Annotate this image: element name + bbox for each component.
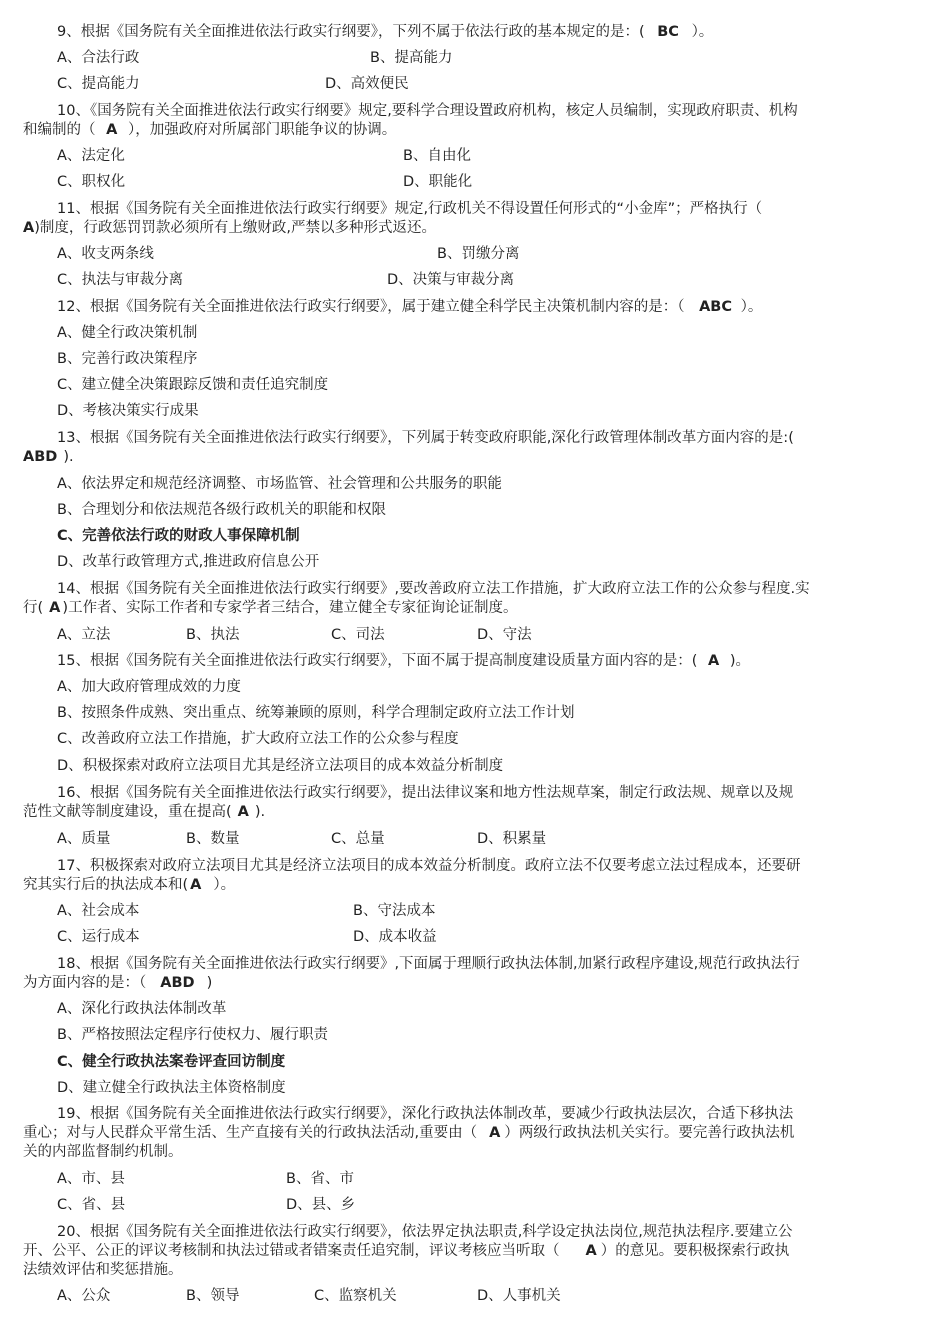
option-d: D、县、乡 [286,1197,356,1213]
option-b: B、守法成本 [353,903,436,919]
question-19-stem-cont: 关的内部监督制约机制。 [23,1144,183,1160]
option-b: B、合理划分和依法规范各级行政机关的职能和权限 [57,502,386,518]
option-a: A、市、县 [57,1171,125,1187]
option-a: A、质量 [57,831,111,847]
option-d: D、改革行政管理方式,推进政府信息公开 [57,554,320,570]
question-14-stem: 14、根据《国务院有关全面推进依法行政实行纲要》,要改善政府立法工作措施，扩大政府立法工作的公众参与程度.实 [57,581,810,597]
question-18-stem-cont [23,973,212,993]
option-a: A、社会成本 [57,903,140,919]
option-b: B、按照条件成熟、突出重点、统筹兼顾的原则，科学合理制定政府立法工作计划 [57,705,575,721]
answer: ABD [160,975,195,991]
option-b: B、数量 [186,831,240,847]
question-11-stem-cont [23,218,436,238]
option-c: C、职权化 [57,174,126,190]
question-9-stem [57,22,713,42]
question-text: )。 [729,653,750,669]
question-12-stem [57,297,762,317]
question-19-stem-cont [23,1123,794,1143]
question-16-stem-cont [23,802,265,822]
question-13-stem: 13、根据《国务院有关全面推进依法行政实行纲要》，下列属于转变政府职能,深化行政管理体制改革方面内容的是:( [57,430,794,446]
option-a: A、深化行政执法体制改革 [57,1001,227,1017]
question-11-stem: 11、根据《国务院有关全面推进依法行政实行纲要》规定,行政机关不得设置任何形式的“小金库”；严格执行（ [57,201,763,217]
question-text: ），加强政府对所属部门职能争议的协调。 [127,122,397,138]
option-d: D、决策与审裁分离 [387,272,515,288]
question-10-stem: 10、《国务院有关全面推进依法行政实行纲要》规定,要科学合理设置政府机构，核定人员编制，实现政府职责、机构 [57,103,798,119]
question-text: ）。 [740,299,763,315]
option-d: D、守法 [477,627,532,643]
question-text: ) [206,975,213,991]
option-c: C、建立健全决策跟踪反馈和责任追究制度 [57,377,329,393]
question-text: )制度，行政惩罚罚款必须所有上缴财政,严禁以多种形式返还。 [34,220,436,236]
answer: ABD [23,449,58,465]
question-13-stem-cont [23,447,74,467]
option-d: D、人事机关 [477,1288,561,1304]
question-text: 范性文献等制度建设，重在提高( [23,804,232,820]
question-text: ）。 [691,24,714,40]
question-15-stem [57,651,750,671]
option-c: C、完善依法行政的财政人事保障机制 [57,528,300,544]
question-text: 和编制的（ [23,122,96,138]
answer: ABC [699,299,732,315]
question-text: ). [63,449,74,465]
option-d: D、考核决策实行成果 [57,403,199,419]
option-b: B、严格按照法定程序行使权力、履行职责 [57,1027,328,1043]
question-text: ）的意见。要积极探索行政执 [600,1243,790,1259]
option-c: C、总量 [331,831,385,847]
option-c: C、执法与审裁分离 [57,272,184,288]
answer: A [707,653,720,669]
answer: A [489,1125,501,1141]
question-text: ). [254,804,266,820]
answer: A [585,1243,597,1259]
option-b: B、执法 [186,627,240,643]
question-text: )工作者、实际工作者和专家学者三结合，建立健全专家征询论证制度。 [62,600,518,616]
option-d: D、高效便民 [325,76,409,92]
option-c: C、健全行政执法案卷评查回访制度 [57,1054,286,1070]
option-c: C、省、县 [57,1197,126,1213]
option-c: C、司法 [331,627,385,643]
question-17-stem-cont [23,875,235,895]
question-20-stem: 20、根据《国务院有关全面推进依法行政实行纲要》，依法界定执法职责,科学设定执法岗位,规范执法程序.要建立公 [57,1224,793,1240]
answer: A [23,220,35,236]
option-a: A、健全行政决策机制 [57,325,198,341]
option-b: B、自由化 [403,148,471,164]
question-10-stem-cont [23,120,396,140]
option-d: D、建立健全行政执法主体资格制度 [57,1080,286,1096]
option-a: A、立法 [57,627,111,643]
question-text: ）。 [213,877,236,893]
option-c: C、提高能力 [57,76,140,92]
option-c: C、监察机关 [314,1288,397,1304]
option-d: D、积累量 [477,831,547,847]
option-a: A、合法行政 [57,50,140,66]
question-20-stem-cont: 法绩效评估和奖惩措施。 [23,1262,183,1278]
option-a: A、法定化 [57,148,125,164]
option-b: B、罚缴分离 [437,246,520,262]
option-b: B、提高能力 [370,50,453,66]
answer: A [106,122,118,138]
option-b: B、省、市 [286,1171,354,1187]
option-d: D、成本收益 [353,929,437,945]
question-19-stem: 19、根据《国务院有关全面推进依法行政实行纲要》，深化行政执法体制改革，要减少行政执法层次，合适下移执法 [57,1106,794,1122]
option-c: C、运行成本 [57,929,140,945]
question-17-stem: 17、积极探索对政府立法项目尤其是经济立法项目的成本效益分析制度。政府立法不仅要考虑立法过程成本，还要研 [57,858,801,874]
question-18-stem: 18、根据《国务院有关全面推进依法行政实行纲要》,下面属于理顺行政执法体制,加紧行政程序建设,规范行政执法行 [57,956,800,972]
question-text: 行( [23,600,44,616]
question-text: 为方面内容的是：（ [23,975,147,991]
question-text: 9、根据《国务院有关全面推进依法行政实行纲要》，下列不属于依法行政的基本规定的是：( [57,24,645,40]
question-text: 重心；对与人民群众平常生活、生产直接有关的行政执法活动,重要由（ [23,1125,478,1141]
answer: A [49,600,61,616]
answer: A [237,804,249,820]
question-text: 15、根据《国务院有关全面推进依法行政实行纲要》，下面不属于提高制度建设质量方面内容的是：( [57,653,698,669]
option-a: A、公众 [57,1288,111,1304]
option-a: A、依法界定和规范经济调整、市场监管、社会管理和公共服务的职能 [57,476,502,492]
question-text: 究其实行后的执法成本和( [23,877,189,893]
option-a: A、加大政府管理成效的力度 [57,679,241,695]
question-20-stem-cont [23,1241,789,1261]
option-d: D、职能化 [403,174,473,190]
answer: A [190,877,202,893]
answer: BC [657,24,679,40]
question-16-stem: 16、根据《国务院有关全面推进依法行政实行纲要》，提出法律议案和地方性法规草案，制定行政法规、规章以及规 [57,785,794,801]
option-a: A、收支两条线 [57,246,154,262]
option-d: D、积极探索对政府立法项目尤其是经济立法项目的成本效益分析制度 [57,758,504,774]
question-text: 12、根据《国务院有关全面推进依法行政实行纲要》，属于建立健全科学民主决策机制内容的是：（ [57,299,685,315]
question-text: ）两级行政执法机关实行。要完善行政执法机 [504,1125,795,1141]
option-c: C、改善政府立法工作措施，扩大政府立法工作的公众参与程度 [57,731,459,747]
question-14-stem-cont [23,598,518,618]
question-text: 开、公平、公正的评议考核制和执法过错或者错案责任追究制，评议考核应当听取（ [23,1243,560,1259]
option-b: B、完善行政决策程序 [57,351,198,367]
option-b: B、领导 [186,1288,240,1304]
